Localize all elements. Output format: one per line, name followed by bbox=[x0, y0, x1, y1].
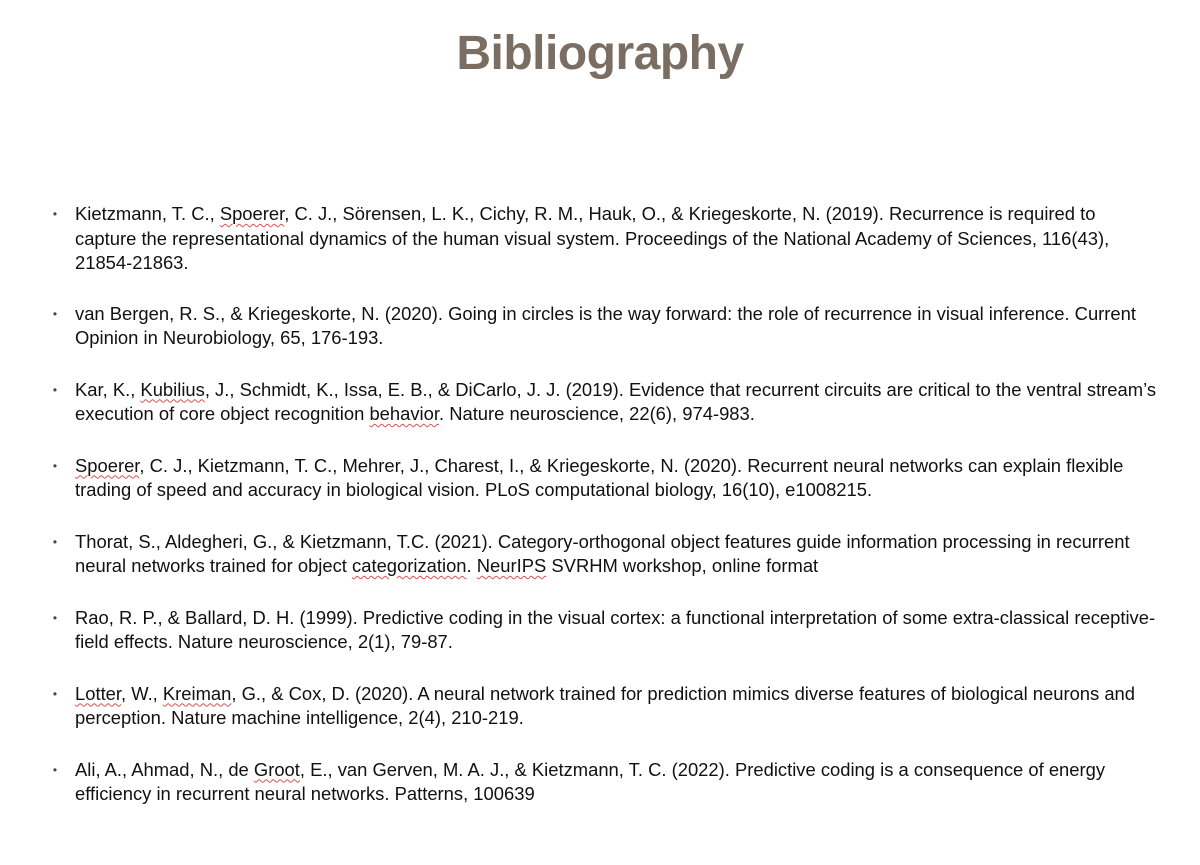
reference-text bbox=[75, 759, 1105, 805]
spellcheck-flagged-word: Lotter bbox=[75, 682, 122, 704]
spellcheck-flagged-word: Spoerer bbox=[75, 454, 140, 476]
spellcheck-flagged-word: Kreiman bbox=[162, 682, 232, 704]
reference-item bbox=[50, 530, 1160, 579]
reference-text bbox=[75, 379, 1156, 425]
reference-text-segment: , G., & Cox, D. (2020). A neural network trained for prediction mimics diverse features of biological neurons and perception. Nature machine intelligence, 2(4), 210-219. bbox=[75, 682, 1136, 728]
spellcheck-flagged-word: behavior bbox=[369, 403, 439, 424]
bullet-icon: • bbox=[52, 207, 58, 221]
reference-text-segment: Ali, A., Ahmad, N., de bbox=[75, 758, 254, 780]
bullet-icon: • bbox=[52, 382, 58, 397]
reference-item bbox=[50, 302, 1160, 351]
reference-text-segment: Rao, R. P., & Ballard, D. H. (1999). Predictive coding in the visual cortex: a functional interpretation of some extra-classical receptive-field effects. Nature neuroscience, 2(1), 79-87. bbox=[75, 606, 1156, 652]
reference-text-segment: Thorat, S., Aldegheri, G., & Kietzmann, T.C. (2021). Category-orthogonal object features guide information processing in recurrent neural networks trained for object bbox=[75, 530, 1130, 576]
reference-list bbox=[50, 202, 1160, 834]
reference-text-segment: , W., bbox=[121, 682, 163, 704]
reference-text-segment: Kar, K., bbox=[75, 378, 141, 400]
reference-text-segment: , C. J., Sörensen, L. K., Cichy, R. M., Hauk, O., & Kriegeskorte, N. (2019). Recurrence is required to capture the representational dynamics of the human visual system. Proceedings of the National Academy of Sciences, 116(43), 21854-21863. bbox=[75, 203, 1110, 273]
spellcheck-flagged-word: NeurIPS bbox=[476, 555, 547, 576]
reference-text-segment: van Bergen, R. S., & Kriegeskorte, N. (2020). Going in circles is the way forward: the role of recurrence in visual inference. Current Opinion in Neurobiology, 65, 176-193. bbox=[75, 302, 1136, 348]
bullet-icon: • bbox=[52, 458, 58, 473]
reference-item bbox=[50, 202, 1160, 276]
bullet-icon: • bbox=[52, 610, 58, 625]
spellcheck-flagged-word: Spoerer bbox=[219, 203, 285, 224]
reference-item bbox=[50, 454, 1160, 503]
bullet-icon: • bbox=[52, 686, 58, 701]
reference-text-segment: . bbox=[466, 555, 477, 576]
reference-text-segment: SVRHM workshop, online format bbox=[546, 555, 819, 576]
reference-text-segment: , E., van Gerven, M. A. J., & Kietzmann, T. C. (2022). Predictive coding is a consequence of energy efficiency in recurrent neural networks. Patterns, 100639 bbox=[75, 758, 1106, 804]
spellcheck-flagged-word: Kubilius bbox=[140, 378, 205, 400]
reference-text bbox=[75, 683, 1135, 729]
reference-text bbox=[75, 455, 1123, 501]
bullet-icon: • bbox=[52, 534, 58, 549]
spellcheck-flagged-word: categorization bbox=[352, 555, 467, 576]
bullet-icon: • bbox=[52, 762, 58, 777]
reference-item bbox=[50, 606, 1160, 655]
reference-item bbox=[50, 378, 1160, 427]
reference-text bbox=[75, 607, 1155, 653]
spellcheck-flagged-word: Groot bbox=[253, 758, 300, 780]
reference-item bbox=[50, 682, 1160, 731]
reference-text-segment: Kietzmann, T. C., bbox=[75, 203, 220, 224]
reference-text-segment: , C. J., Kietzmann, T. C., Mehrer, J., Charest, I., & Kriegeskorte, N. (2020). Recurrent neural networks can explain flexible trading of speed and accuracy in biological vision. PLoS computational biology, 16(10), e1008215. bbox=[75, 454, 1124, 500]
reference-text-segment: , J., Schmidt, K., Issa, E. B., & DiCarlo, J. J. (2019). Evidence that recurrent circuits are critical to the ventral stream’s execution of core object recognition bbox=[75, 378, 1157, 424]
reference-text bbox=[75, 531, 1130, 577]
bullet-icon: • bbox=[52, 306, 58, 321]
page-title: Bibliography bbox=[456, 27, 744, 80]
reference-text-segment: . Nature neuroscience, 22(6), 974-983. bbox=[438, 403, 755, 424]
reference-text bbox=[75, 203, 1109, 273]
reference-text bbox=[75, 303, 1136, 349]
reference-item bbox=[50, 758, 1160, 807]
